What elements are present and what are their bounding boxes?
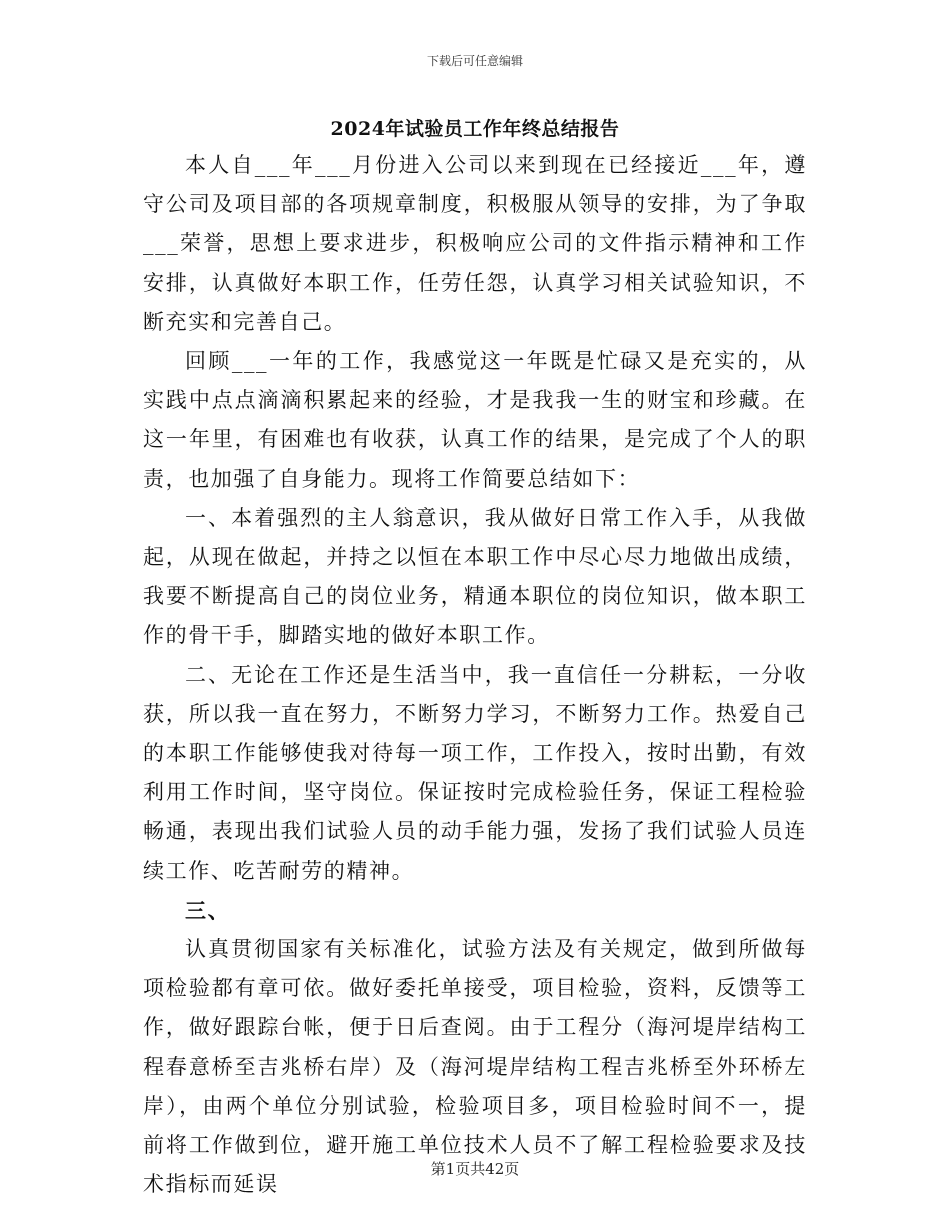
section-3-heading: 三、 <box>185 897 231 923</box>
paragraph-review: 回顾___一年的工作，我感觉这一年既是忙碌又是充实的，从实践中点点滴滴积累起来的经验，才是我我一生的财宝和珍藏。在这一年里，有困难也有收获，认真工作的结果，是完成了个人的职责，也加强了自身能力。现将工作简要总结如下： <box>143 349 807 491</box>
paragraph-section-3: 认真贯彻国家有关标准化，试验方法及有关规定，做到所做每项检验都有章可依。做好委托单接受，项目检验，资料，反馈等工作，做好跟踪台帐，便于日后查阅。由于工程分（海河堤岸结构工程春意桥至吉兆桥右岸）及（海河堤岸结构工程吉兆桥至外环桥左岸），由两个单位分别试验，检验项目多，项目检验时间不一，提前将工作做到位，避开施工单位技术人员不了解工程检验要求及技术指标而延误 <box>143 937 807 1197</box>
page-header-note: 下载后可任意编辑 <box>426 54 523 68</box>
page-number: 第1页共42页 <box>430 1160 520 1178</box>
paragraph-section-1: 一、本着强烈的主人翁意识，我从做好日常工作入手，从我做起，从现在做起，并持之以恒在本职工作中尽心尽力地做出成绩，我要不断提高自己的岗位业务，精通本职位的岗位知识，做本职工作的骨干手，脚踏实地的做好本职工作。 <box>143 505 807 648</box>
document-body <box>143 146 807 1204</box>
document-title: 2024年试验员工作年终总结报告 <box>330 118 620 140</box>
paragraph-section-2: 二、无论在工作还是生活当中，我一直信任一分耕耘，一分收获，所以我一直在努力，不断努力学习，不断努力工作。热爱自己的本职工作能够使我对待每一项工作，工作投入，按时出勤，有效利用工作时间，坚守岗位。保证按时完成检验任务，保证工程检验畅通，表现出我们试验人员的动手能力强，发扬了我们试验人员连续工作、吃苦耐劳的精神。 <box>143 662 807 883</box>
paragraph-intro: 本人自___年___月份进入公司以来到现在已经接近___年，遵守公司及项目部的各项规章制度，积极服从领导的安排，为了争取___荣誉，思想上要求进步，积极响应公司的文件指示精神和工作安排，认真做好本职工作，任劳任怨，认真学习相关试验知识，不断充实和完善自己。 <box>143 153 807 334</box>
